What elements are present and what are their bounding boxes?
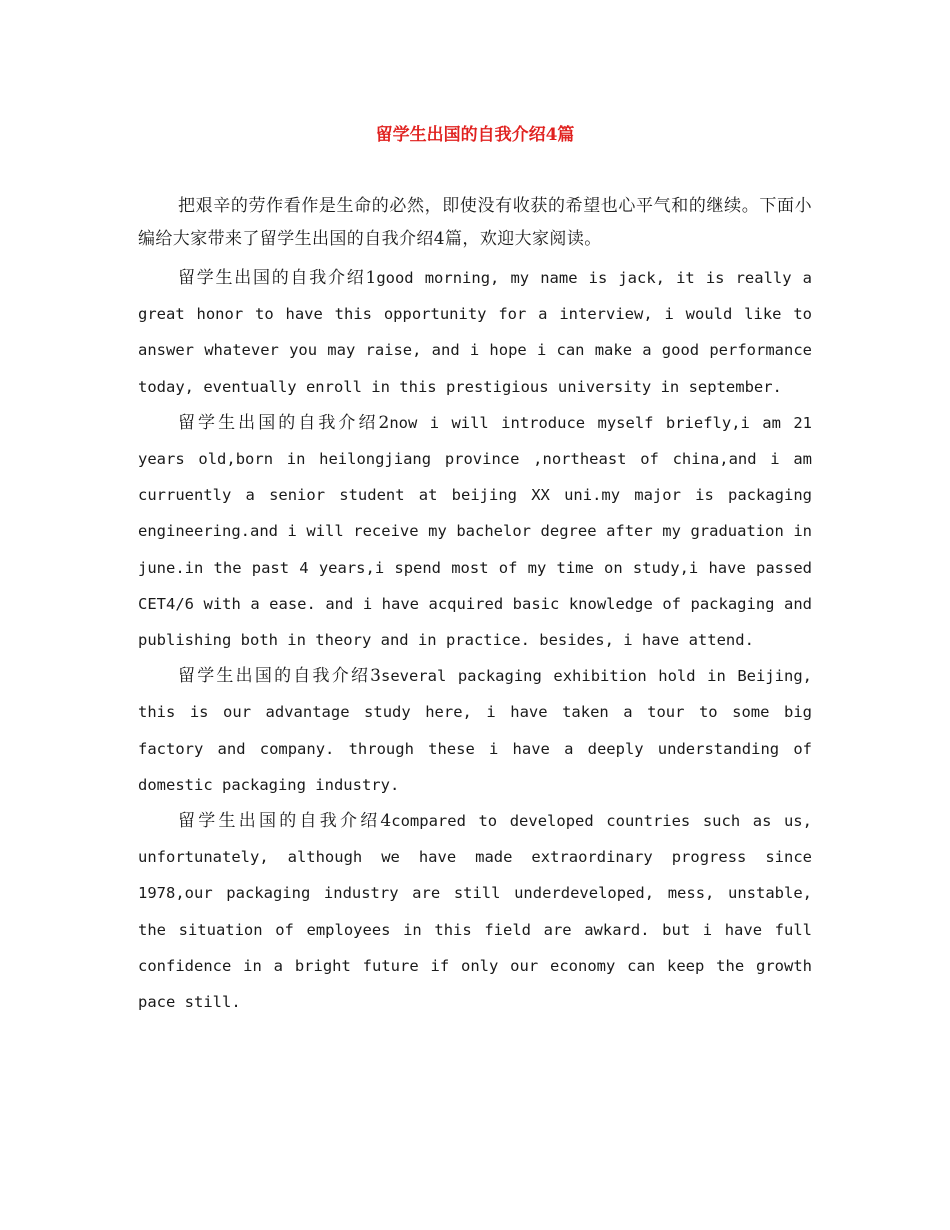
section-paragraph-1: [138, 260, 812, 405]
section-lead-4: 留学生出国的自我介绍4: [178, 811, 392, 832]
section-lead-3: 留学生出国的自我介绍3: [178, 666, 381, 687]
section-paragraph-2: [138, 405, 812, 658]
document-page: [138, 122, 812, 1020]
section-body-2: now i will introduce myself briefly,i am 21 years old,born in heilongjiang province ,northeast of china,and i am curruently a senior student at beijing XX uni.my major is packaging engineering.and i will receive my bachelor degree after my graduation in june.in the past 4 years,i spend most of my time on study,i have passed CET4/6 with a ease. and i have acquired basic knowledge of packaging and publishing both in theory and in practice. besides, i have attend.: [138, 413, 812, 650]
section-paragraph-4: [138, 803, 812, 1020]
section-body-1: good morning, my name is jack, it is really a great honor to have this opportunity for a interview, i would like to answer whatever you may raise, and i hope i can make a good performance today, eventually enroll in this prestigious university in september.: [138, 269, 812, 396]
section-lead-2: 留学生出国的自我介绍2: [178, 412, 390, 433]
document-title: 留学生出国的自我介绍4篇: [375, 125, 575, 145]
section-body-4: compared to developed countries such as us, unfortunately, although we have made extraordinary progress since 1978,our packaging industry are still underdeveloped, mess, unstable, the situation of employees in this field are awkard. but i have full confidence in a bright future if only our economy can keep the growth pace still.: [138, 812, 812, 1012]
section-body-3: several packaging exhibition hold in Beijing, this is our advantage study here, i have taken a tour to some big factory and company. through these i have a deeply understanding of domestic packaging industry.: [138, 667, 812, 794]
section-paragraph-3: [138, 658, 812, 803]
intro-paragraph: 把艰辛的劳作看作是生命的必然，即使没有收获的希望也心平气和的继续。下面小编给大家带来了留学生出国的自我介绍4篇，欢迎大家阅读。: [138, 196, 812, 249]
section-lead-1: 留学生出国的自我介绍1: [178, 268, 377, 288]
